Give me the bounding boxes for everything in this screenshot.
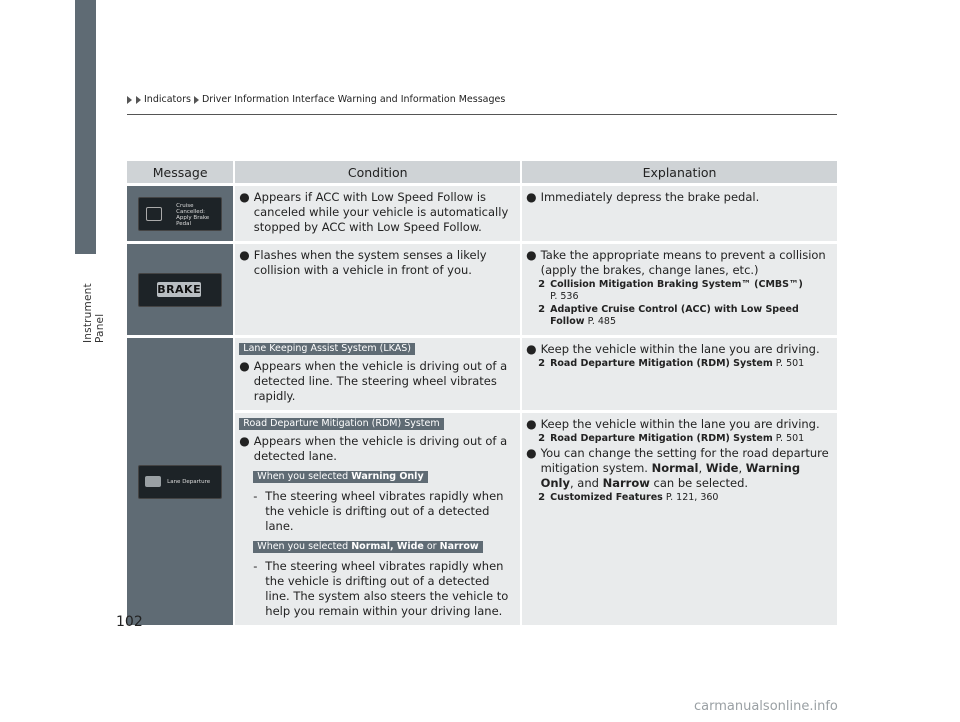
- reference-icon: 2: [538, 433, 546, 444]
- bullet-icon: ●: [526, 342, 537, 356]
- bullet-icon: ●: [239, 190, 250, 204]
- explanation-cell: [520, 338, 837, 410]
- screen-text: Lane Departure: [167, 478, 211, 485]
- reference-icon: 2: [538, 358, 546, 369]
- breadcrumb-level2[interactable]: Driver Information Interface Warning and Information Messages: [201, 94, 506, 105]
- explanation-text: You can change the setting for the road departure mitigation system. Normal, Wide, Warning Only, and Narrow can be selected.: [540, 446, 829, 490]
- screen-text: Cruise Cancelled: Apply Brake Pedal: [176, 202, 210, 227]
- condition-cell: [233, 338, 520, 410]
- header-rule: [127, 114, 837, 115]
- cross-reference[interactable]: 2 Adaptive Cruise Control (ACC) with Low Speed Follow P. 485: [538, 304, 799, 327]
- bullet-icon: ●: [239, 434, 250, 448]
- normal-wide-narrow-tag: When you selected Normal, Wide or Narrow: [253, 541, 482, 553]
- condition-text: Flashes when the system senses a likely collision with a vehicle in front of you.: [253, 248, 487, 277]
- explanation-text: Keep the vehicle within the lane you are driving.: [540, 342, 820, 356]
- section-label: Instrument Panel: [82, 283, 106, 343]
- cross-reference[interactable]: 2 Road Departure Mitigation (RDM) System P. 501: [538, 433, 805, 444]
- normal-text: The steering wheel vibrates rapidly when the vehicle is drifting out of a detected line. The system also steers the vehicle to help you remain within your driving lane.: [265, 559, 509, 618]
- explanation-text: Take the appropriate means to prevent a collision (apply the brakes, change lanes, etc.): [540, 248, 826, 277]
- condition-text: Appears when the vehicle is driving out of a detected lane.: [253, 434, 508, 463]
- lane-departure-screen: [138, 465, 222, 499]
- header-condition: Condition: [233, 161, 520, 183]
- message-cell: [127, 244, 233, 335]
- table-row: [127, 413, 837, 625]
- messages-table: [127, 158, 837, 628]
- bullet-icon: ●: [526, 417, 537, 431]
- header-explanation: Explanation: [520, 161, 837, 183]
- explanation-cell: [520, 413, 837, 625]
- lane-departure-icon: [145, 476, 161, 487]
- brake-pedal-icon: [146, 207, 162, 221]
- reference-icon: 2: [538, 492, 546, 503]
- rdm-tag: Road Departure Mitigation (RDM) System: [239, 418, 443, 430]
- page-number: 102: [116, 614, 143, 630]
- breadcrumb-level1[interactable]: Indicators: [144, 94, 191, 105]
- condition-cell: [233, 186, 520, 241]
- breadcrumb-arrow-icon: [194, 96, 199, 104]
- bullet-icon: ●: [526, 248, 537, 262]
- message-cell: [127, 186, 233, 241]
- condition-cell: Road Departure Mitigation (RDM) System ● Appears when the vehicle is driving out of a detected lane. When you selected Warning Only - The steering wheel vibrates rapidly when the vehicle is drifting out of a detected lane. When you selected Normal, Wide or Narrow - The steering wheel vibrates rapidly when the vehicle is drifting out of a detected line. The system also steers the vehicle to help you remain within your driving lane.: [233, 413, 520, 625]
- reference-icon: 2: [538, 279, 546, 290]
- cross-reference[interactable]: 2 Customized Features P. 121, 360: [538, 492, 719, 503]
- warning-only-text: The steering wheel vibrates rapidly when the vehicle is drifting out of a detected lane.: [265, 489, 504, 533]
- bullet-icon: ●: [526, 190, 537, 204]
- explanation-cell: [520, 244, 837, 335]
- lkas-tag: Lane Keeping Assist System (LKAS): [239, 343, 415, 355]
- breadcrumb-arrow-icon: [127, 96, 132, 104]
- bullet-icon: ●: [526, 446, 537, 460]
- bullet-icon: ●: [239, 359, 250, 373]
- header-message: Message: [127, 161, 233, 183]
- table-row: [127, 338, 837, 410]
- condition-text: Appears if ACC with Low Speed Follow is canceled while your vehicle is automatically stopped by ACC with Low Speed Follow.: [253, 190, 509, 234]
- condition-text: Appears when the vehicle is driving out of a detected line. The steering wheel vibrates rapidly.: [253, 359, 508, 403]
- watermark: carmanualsonline.info: [694, 699, 838, 714]
- table-row: [127, 244, 837, 335]
- screen-text: BRAKE: [157, 282, 202, 296]
- section-tab: [75, 0, 96, 254]
- breadcrumb: [127, 94, 505, 105]
- cross-reference[interactable]: 2 Collision Mitigation Braking System™ (CMBS™) P. 536: [538, 279, 803, 302]
- sidebar: [0, 0, 106, 722]
- reference-icon: 2: [538, 304, 546, 315]
- explanation-text: Keep the vehicle within the lane you are driving.: [540, 417, 820, 431]
- table-row: [127, 186, 837, 241]
- cross-reference[interactable]: 2 Road Departure Mitigation (RDM) System P. 501: [538, 358, 805, 369]
- message-cell: [127, 338, 233, 625]
- cruise-cancelled-screen: [138, 197, 222, 231]
- breadcrumb-arrow-icon: [136, 96, 141, 104]
- brake-screen: [138, 273, 222, 307]
- condition-cell: [233, 244, 520, 335]
- explanation-text: Immediately depress the brake pedal.: [540, 190, 760, 204]
- bullet-icon: ●: [239, 248, 250, 262]
- explanation-cell: [520, 186, 837, 241]
- warning-only-tag: When you selected Warning Only: [253, 471, 427, 483]
